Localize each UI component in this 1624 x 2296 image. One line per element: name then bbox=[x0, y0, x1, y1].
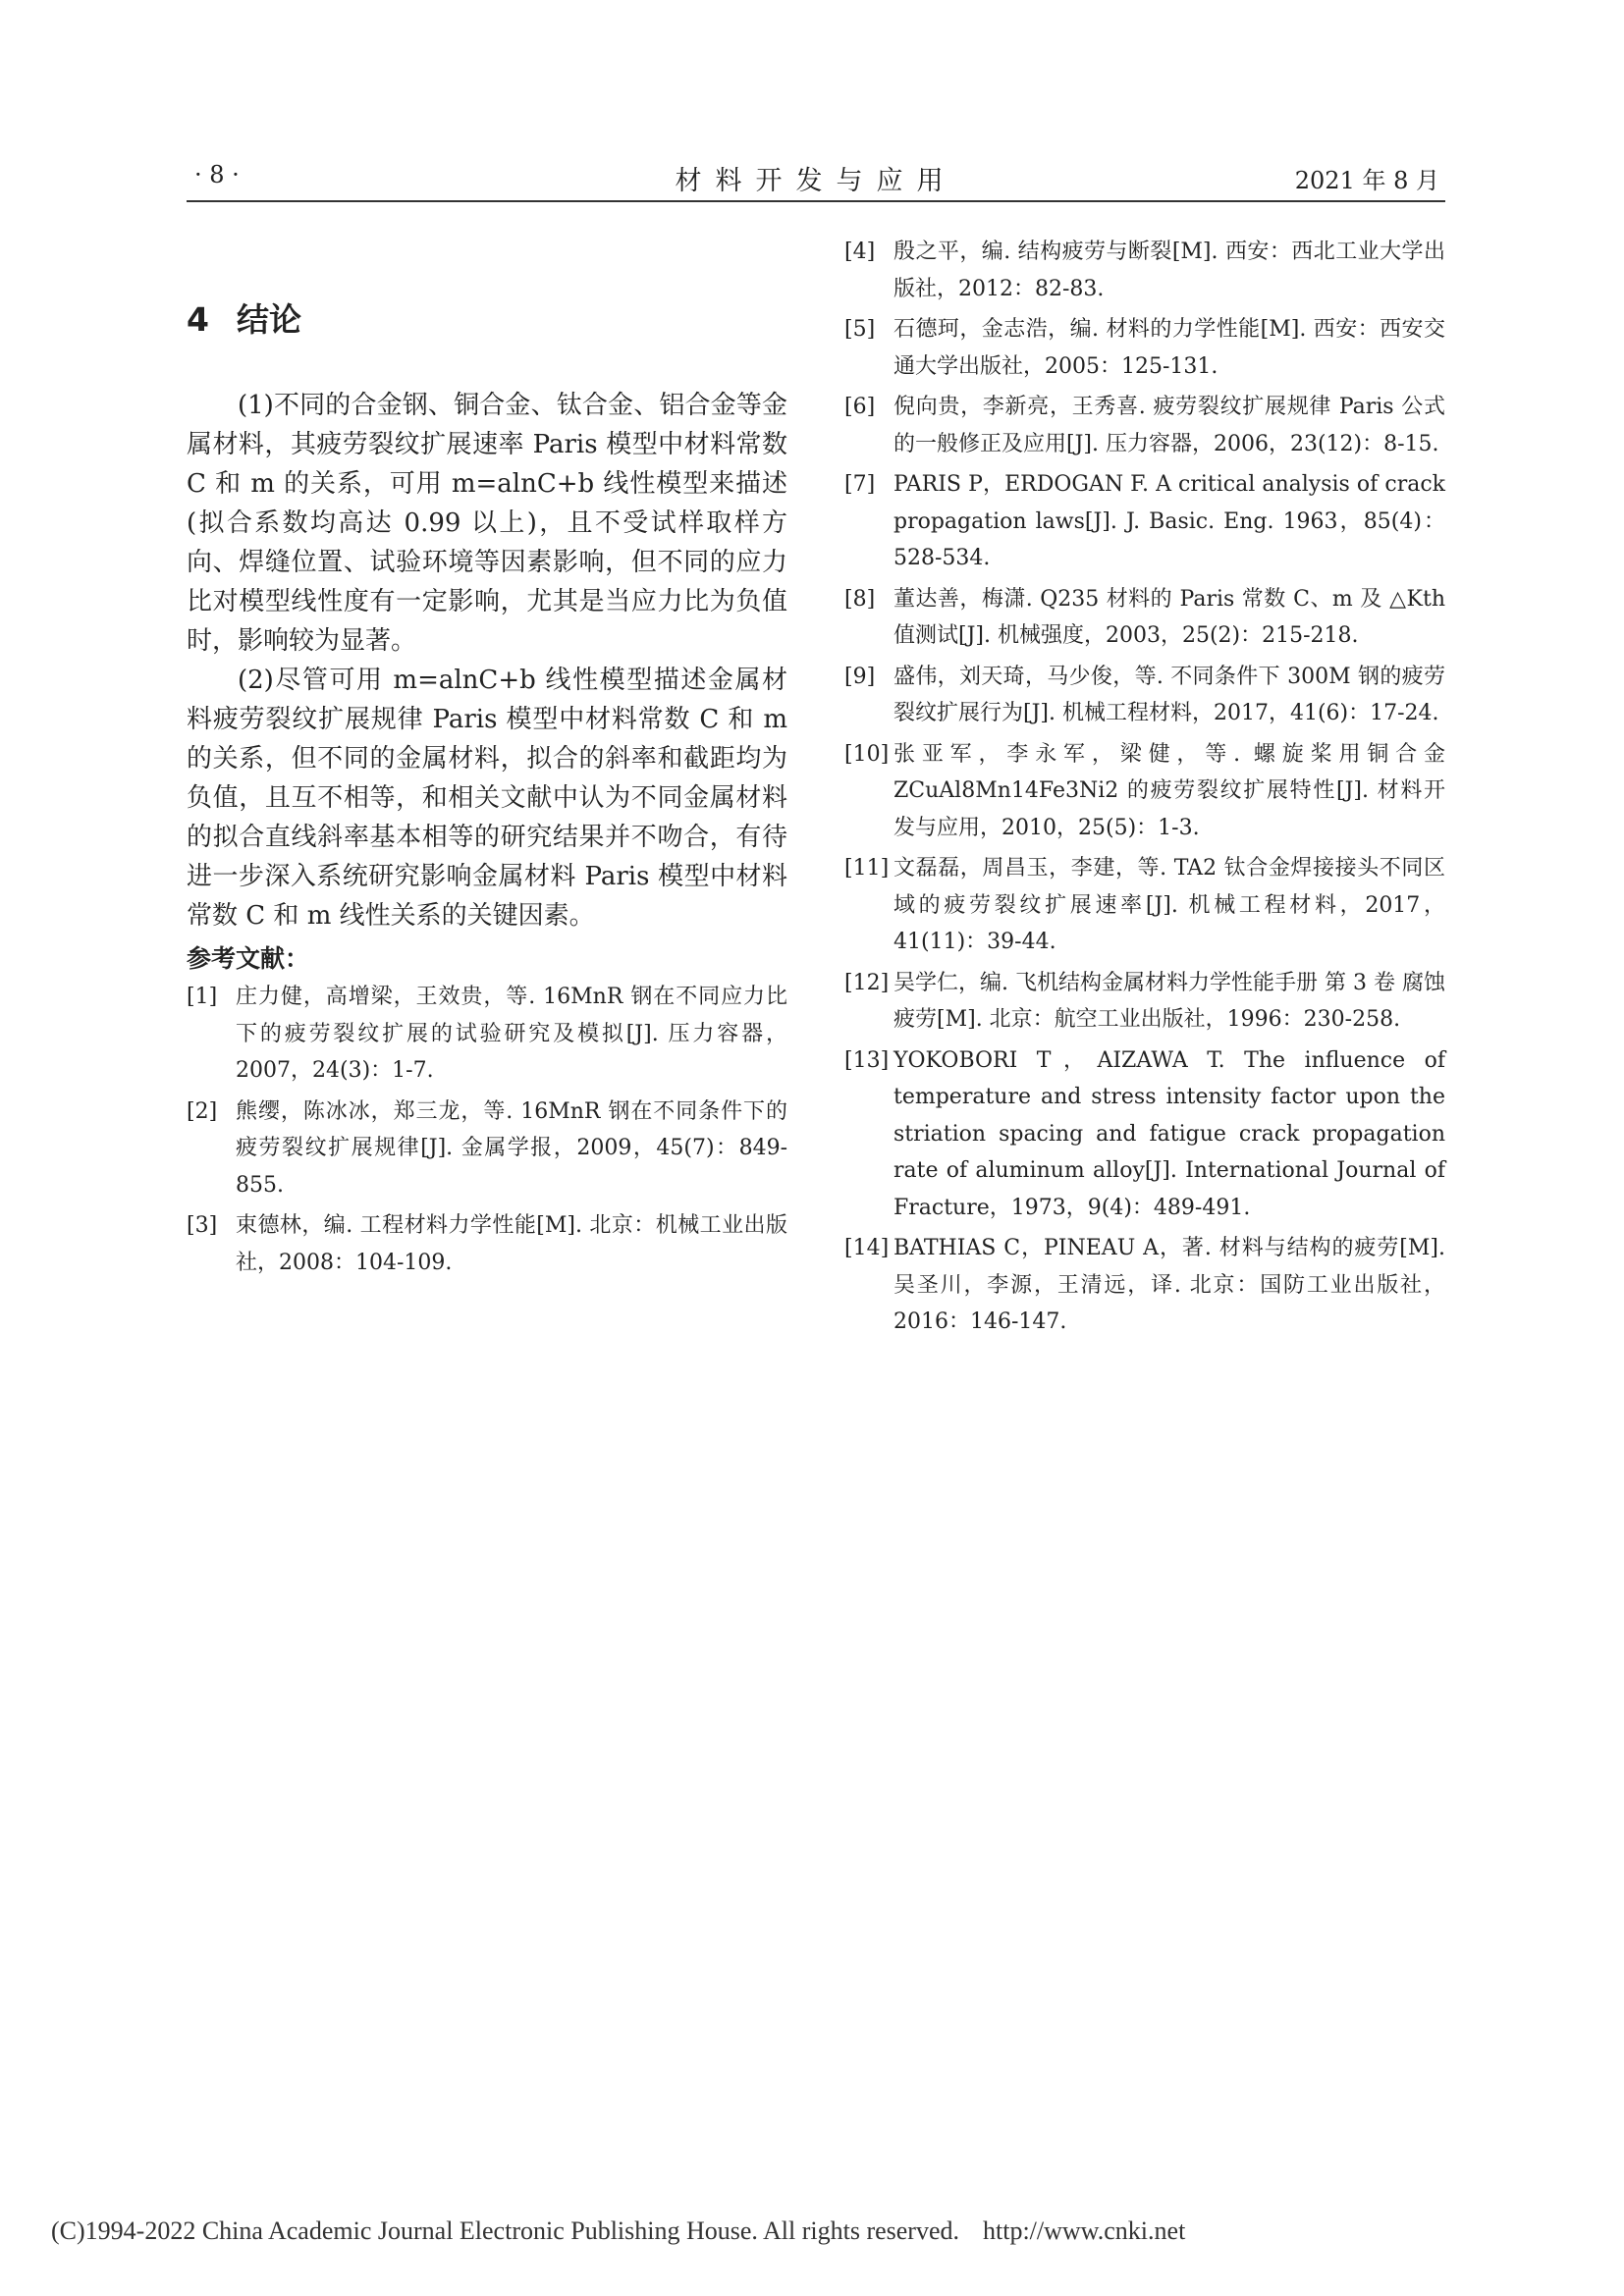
reference-text: 董达善，梅潇. Q235 材料的 Paris 常数 C、m 及 △Kth 值测试[J]. 机械强度，2003，25(2)：215-218. bbox=[893, 586, 1445, 648]
reference-number: [11] bbox=[844, 856, 890, 881]
reference-text: 文磊磊，周昌玉，李建，等. TA2 钛合金焊接接头不同区域的疲劳裂纹扩展速率[J]. 机械工程材料，2017，41(11)：39-44. bbox=[893, 856, 1445, 954]
reference-item bbox=[844, 466, 1445, 577]
reference-number: [10] bbox=[844, 741, 890, 767]
page-number: · 8 · bbox=[194, 161, 240, 188]
section-heading bbox=[187, 294, 787, 341]
reference-number: [5] bbox=[844, 317, 876, 342]
reference-number: [3] bbox=[187, 1213, 218, 1238]
reference-number: [9] bbox=[844, 664, 876, 689]
conclusion-paragraph-1: (1)不同的合金钢、铜合金、钛合金、铝合金等金属材料，其疲劳裂纹扩展速率 Paris 模型中材料常数 C 和 m 的关系，可用 m=alnC+b 线性模型来描述(拟合系数均高达 0.99 以上)，且不受试样取样方向、焊缝位置、试验环境等因素影响，但不同的应力比对模型线性度有一定影响，尤其是当应力比为负值时，影响较为显著。 bbox=[187, 391, 787, 656]
references-heading: 参考文献： bbox=[187, 944, 310, 973]
section-title: 结论 bbox=[236, 300, 301, 339]
reference-item bbox=[844, 1230, 1445, 1341]
reference-number: [4] bbox=[844, 240, 876, 264]
conclusion-paragraph-2: (2)尽管可用 m=alnC+b 线性模型描述金属材料疲劳裂纹扩展规律 Paris 模型中材料常数 C 和 m 的关系，但不同的金属材料，拟合的斜率和截距均为负值，且互不相等，和相关文献中认为不同金属材料的拟合直线斜率基本相等的研究结果并不吻合，有待进一步深入系统研究影响金属材料 Paris 模型中材料常数 C 和 m 线性关系的关键因素。 bbox=[187, 666, 787, 931]
journal-name: 材料开发与应用 bbox=[675, 166, 957, 196]
reference-text: 张亚军，李永军，梁健，等. 螺旋桨用铜合金 ZCuAl8Mn14Fe3Ni2 的疲劳裂纹扩展特性[J]. 材料开发与应用，2010，25(5)：1-3. bbox=[893, 741, 1445, 840]
reference-number: [12] bbox=[844, 970, 890, 995]
reference-number: [1] bbox=[187, 985, 218, 1009]
reference-item bbox=[844, 389, 1445, 462]
running-header bbox=[187, 157, 1445, 202]
reference-item bbox=[844, 850, 1445, 961]
reference-text: 盛伟，刘天琦，马少俊，等. 不同条件下 300M 钢的疲劳裂纹扩展行为[J]. 机械工程材料，2017，41(6)：17-24. bbox=[893, 664, 1445, 725]
reference-text: 殷之平，编. 结构疲劳与断裂[M]. 西安：西北工业大学出版社，2012：82-83. bbox=[893, 240, 1445, 301]
reference-item bbox=[187, 1094, 787, 1204]
reference-item bbox=[844, 965, 1445, 1039]
reference-item bbox=[844, 736, 1445, 847]
right-column bbox=[844, 234, 1445, 1345]
reference-number: [6] bbox=[844, 395, 876, 419]
left-column bbox=[187, 294, 787, 1285]
reference-item bbox=[844, 234, 1445, 307]
reference-item bbox=[844, 1042, 1445, 1227]
reference-item bbox=[844, 659, 1445, 732]
cnki-link[interactable]: http://www.cnki.net bbox=[983, 2216, 1186, 2245]
reference-text: 熊缨，陈冰冰，郑三龙，等. 16MnR 钢在不同条件下的疲劳裂纹扩展规律[J]. 金属学报，2009，45(7)：849-855. bbox=[236, 1098, 787, 1198]
reference-number: [14] bbox=[844, 1236, 890, 1260]
reference-item bbox=[844, 581, 1445, 655]
reference-number: [13] bbox=[844, 1047, 890, 1073]
reference-text: 庄力健，高增梁，王效贵，等. 16MnR 钢在不同应力比下的疲劳裂纹扩展的试验研究及模拟[J]. 压力容器，2007，24(3)：1-7. bbox=[236, 985, 787, 1083]
reference-item bbox=[844, 311, 1445, 385]
section-number: 4 bbox=[187, 300, 209, 339]
copyright-text: (C)1994-2022 China Academic Journal Electronic Publishing House. All rights reserved. bbox=[51, 2216, 959, 2245]
issue-date: 2021 年 8 月 bbox=[1294, 167, 1439, 194]
reference-text: PARIS P，ERDOGAN F. A critical analysis of crack propagation laws[J]. J. Basic. Eng. 1963，85(4)：528-534. bbox=[893, 472, 1445, 570]
reference-item bbox=[187, 1207, 787, 1281]
reference-number: [2] bbox=[187, 1098, 218, 1124]
reference-text: 石德珂，金志浩，编. 材料的力学性能[M]. 西安：西安交通大学出版社，2005：125-131. bbox=[893, 317, 1445, 379]
reference-text: BATHIAS C，PINEAU A，著. 材料与结构的疲劳[M]. 吴圣川，李源，王清远，译. 北京：国防工业出版社，2016：146-147. bbox=[893, 1236, 1445, 1334]
reference-number: [7] bbox=[844, 472, 876, 497]
reference-number: [8] bbox=[844, 586, 876, 612]
reference-item bbox=[187, 979, 787, 1090]
reference-text: YOKOBORI T，AIZAWA T. The influence of temperature and stress intensity factor upon the striation spacing and fatigue crack propagation rate of aluminum alloy[J]. International Journal of Fracture，1973，9(4)：489-491. bbox=[893, 1047, 1445, 1220]
reference-text: 束德林，编. 工程材料力学性能[M]. 北京：机械工业出版社，2008：104-109. bbox=[236, 1213, 787, 1275]
copyright-footer bbox=[51, 2216, 1185, 2246]
reference-text: 倪向贵，李新亮，王秀喜. 疲劳裂纹扩展规律 Paris 公式的一般修正及应用[J]. 压力容器，2006，23(12)：8-15. bbox=[893, 395, 1445, 456]
reference-text: 吴学仁，编. 飞机结构金属材料力学性能手册 第 3 卷 腐蚀疲劳[M]. 北京：航空工业出版社，1996：230-258. bbox=[893, 970, 1445, 1032]
